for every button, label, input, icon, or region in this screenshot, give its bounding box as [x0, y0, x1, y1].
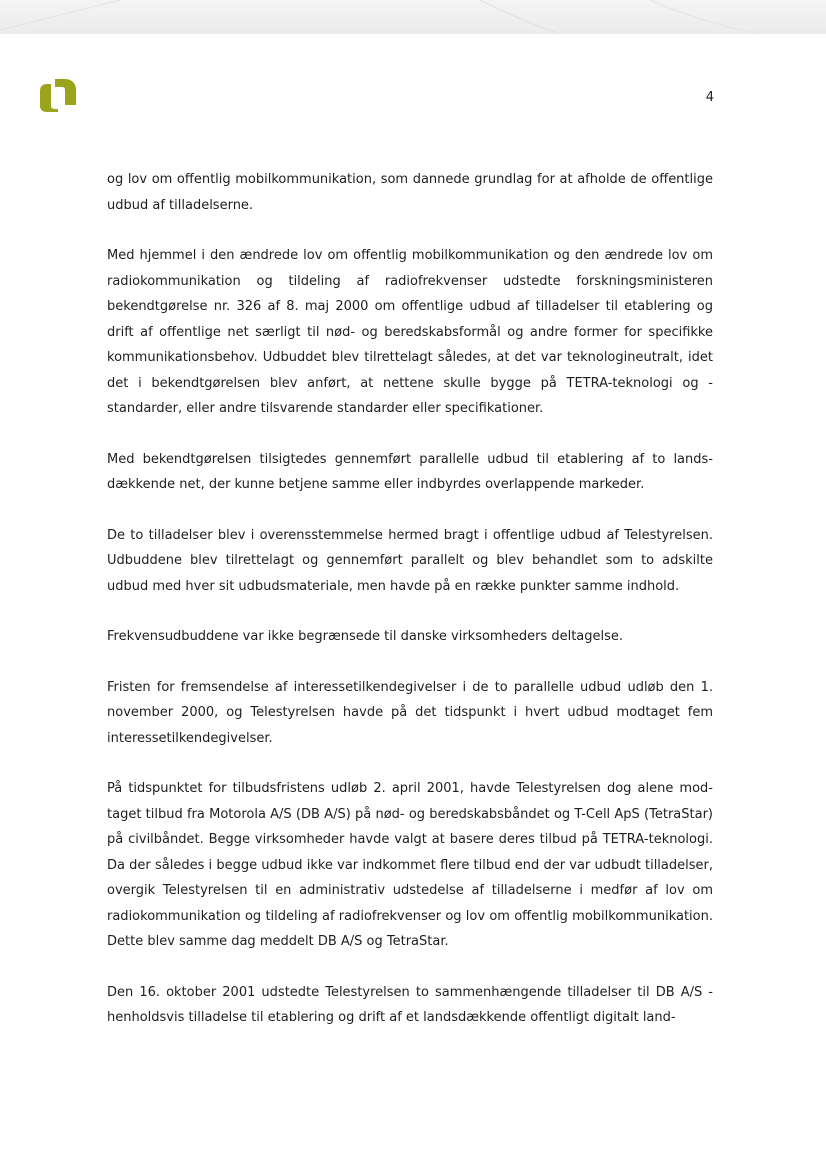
- paragraph: Med bekendtgørelsen tilsigtedes gennemført parallelle udbud til etablering af to landsdækkende net, der kunne betjene samme eller indbyrdes overlappende markeder.: [107, 451, 713, 492]
- page-top-band: [0, 0, 826, 34]
- paragraph: Fristen for fremsendelse af interessetilkendegivelser i de to parallelle udbud udløb den 1. november 2000, og Telestyrelsen havde på det tidspunkt i hvert udbud modtaget fem interessetilkendegivelser.: [107, 679, 713, 746]
- paragraph: Med hjemmel i den ændrede lov om offentlig mobilkommunikation og den ændrede lov om radiokommunikation og tildeling af radiofrekvenser udstedte forskningsministeren bekendtgørelse nr. 326 af 8. maj 2000 om offentlige udbud af tilladelser til etablering og drift af offentlige net særligt til nød- og beredskabsformål og andre former for specifikke kommunikationsbehov. Udbuddet blev tilrettelagt således, at det var teknologineutralt, idet det i bekendtgørelsen blev anført, at nettene skulle bygge på TETRA-teknologi og -standarder, eller andre tilsvarende standarder eller specifikationer.: [107, 248, 713, 416]
- paragraph: De to tilladelser blev i overensstemmelse hermed bragt i offentlige udbud af Telestyrelsen. Udbuddene blev tilrettelagt og gennemført parallelt og blev behandlet som to adskilte udbud med hver sit udbudsmateriale, men havde på en række punkter samme indhold.: [107, 527, 713, 594]
- organisation-logo-icon: [37, 77, 79, 113]
- page-number: 4: [705, 90, 714, 105]
- document-body: [107, 167, 713, 1056]
- paragraph: På tidspunktet for tilbudsfristens udløb 2. april 2001, havde Telestyrelsen dog alene modtaget tilbud fra Motorola A/S (DB A/S) på nød- og beredskabsbåndet og T-Cell ApS (TetraStar) på civilbåndet. Begge virksomheder havde valgt at basere deres tilbud på TETRA-teknologi. Da der således i begge udbud ikke var indkommet flere tilbud end der var udbudt tilladelser, overgik Telestyrelsen til en administrativ udstedelse af tilladelserne i medfør af lov om radiokommunikation og tildeling af radiofrekvenser og lov om offentlig mobilkommunikation. Dette blev samme dag meddelt DB A/S og TetraStar.: [107, 781, 713, 949]
- top-band-decoration: [0, 0, 826, 34]
- paragraph: Frekvensudbuddene var ikke begrænsede til danske virksomheders deltagelse.: [107, 629, 624, 644]
- paragraph: og lov om offentlig mobilkommunikation, som dannede grundlag for at afholde de offentlige udbud af tilladelserne.: [107, 172, 713, 213]
- paragraph: Den 16. oktober 2001 udstedte Telestyrelsen to sammenhængende tilladelser til DB A/S - henholdsvis tilladelse til etablering og drift af et landsdækkende offentligt digitalt land-: [107, 984, 713, 1025]
